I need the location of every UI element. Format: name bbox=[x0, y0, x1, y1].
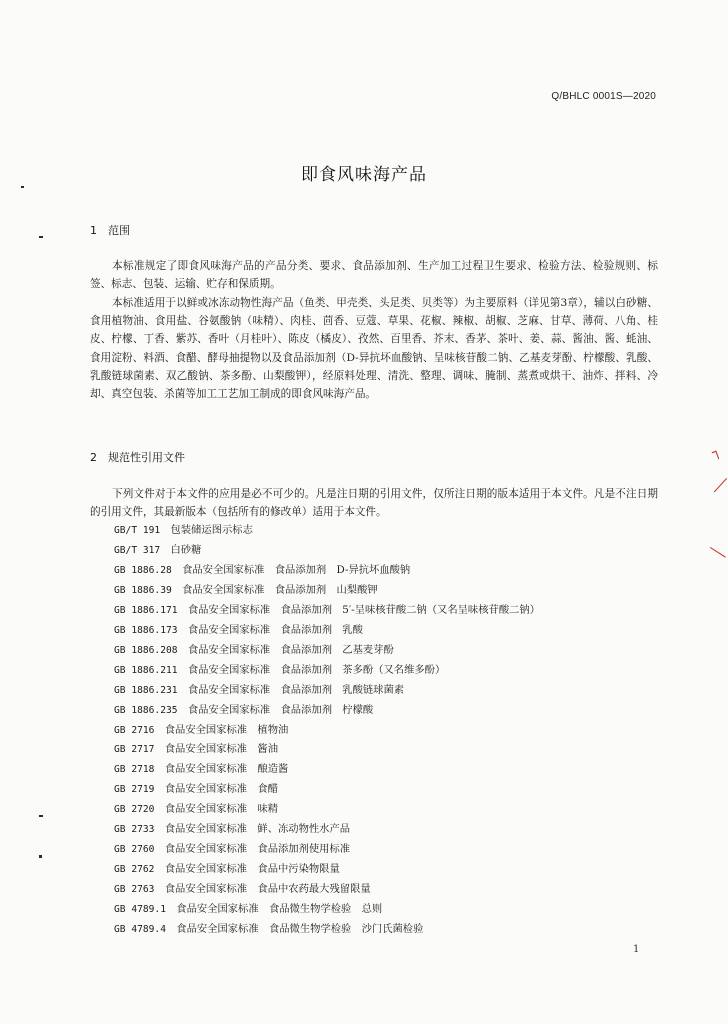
section-1-heading bbox=[90, 222, 130, 238]
reference-title: 食品安全国家标准 食品中污染物限量 bbox=[164, 863, 340, 876]
reference-item bbox=[114, 740, 674, 760]
reference-title: 食品安全国家标准 食品添加剂 5′-呈味核苷酸二钠（又名呈味核苷酸二钠） bbox=[187, 603, 541, 616]
reference-title: 食品安全国家标准 食品中农药最大残留限量 bbox=[164, 883, 371, 896]
reference-title: 食品安全国家标准 食品添加剂 乳酸 bbox=[187, 623, 363, 636]
section-1-number: 1 bbox=[90, 224, 97, 237]
reference-item bbox=[114, 681, 674, 701]
reference-item bbox=[114, 820, 674, 840]
reference-code: GB 1886.39 bbox=[114, 584, 172, 596]
reference-item bbox=[114, 721, 674, 741]
reference-title: 食品安全国家标准 植物油 bbox=[164, 723, 289, 736]
reference-code: GB 2762 bbox=[114, 864, 155, 876]
reference-item bbox=[114, 900, 674, 920]
reference-title: 食品安全国家标准 食品添加剂 山梨酸钾 bbox=[182, 583, 378, 596]
document-title: 即食风味海产品 bbox=[301, 165, 427, 185]
reference-code: GB 2719 bbox=[114, 784, 155, 796]
reference-title: 食品安全国家标准 酱油 bbox=[164, 743, 278, 756]
reference-code: GB/T 191 bbox=[114, 525, 161, 536]
stamp-fragment: ╲ bbox=[710, 543, 726, 563]
scan-mark bbox=[21, 186, 24, 188]
reference-title: 食品安全国家标准 食品添加剂 茶多酚（又名维多酚） bbox=[187, 663, 446, 676]
reference-code: GB/T 317 bbox=[114, 544, 161, 556]
reference-item bbox=[114, 541, 674, 561]
reference-title: 食品安全国家标准 食醋 bbox=[164, 783, 278, 796]
reference-code: GB 4789.4 bbox=[114, 924, 166, 936]
stamp-fragment: ╱ bbox=[714, 477, 727, 495]
scan-mark bbox=[39, 815, 43, 817]
section-1-title: 范围 bbox=[108, 224, 130, 237]
reference-code: GB 2718 bbox=[114, 764, 155, 776]
reference-item bbox=[114, 800, 674, 820]
reference-code: GB 4789.1 bbox=[114, 904, 166, 916]
reference-code: GB 2733 bbox=[114, 824, 155, 836]
reference-item bbox=[114, 561, 674, 581]
reference-title: 包装储运图示标志 bbox=[170, 524, 253, 536]
reference-code: GB 2716 bbox=[114, 724, 155, 736]
reference-item bbox=[114, 521, 674, 541]
standard-code: Q/BHLC 0001S—2020 bbox=[551, 91, 656, 102]
reference-title: 食品安全国家标准 鲜、冻动物性水产品 bbox=[164, 823, 351, 836]
section-2-title: 规范性引用文件 bbox=[108, 451, 185, 464]
scan-mark bbox=[39, 236, 43, 238]
section-2-heading bbox=[90, 449, 185, 465]
reference-code: GB 1886.173 bbox=[114, 624, 178, 636]
reference-code: GB 1886.28 bbox=[114, 564, 172, 576]
reference-code: GB 1886.235 bbox=[114, 704, 178, 716]
section-1-paragraph-2: 本标准适用于以鲜或冰冻动物性海产品（鱼类、甲壳类、头足类、贝类等）为主要原料（详见第3章），辅以白砂糖、食用植物油、食用盐、谷氨酸钠（味精）、肉桂、茴香、豆蔻、草果、花椒、辣椒、胡椒、芝麻、甘草、薄荷、八角、桂皮、柠檬、丁香、紫苏、香叶（月桂叶）、陈皮（橘皮）、孜然、百里香、芥末、香茅、茶叶、姜、蒜、酱油、酱、蚝油、食用淀粉、料酒、食醋、酵母抽提物以及食品添加剂（D-异抗坏血酸钠、呈味核苷酸二钠、乙基麦芽酚、柠檬酸、乳酸、乳酸链球菌素、双乙酸钠、茶多酚、山梨酸钾），经原料处理、清洗、整理、调味、腌制、蒸煮或烘干、油炸、拌料、冷却、真空包装、杀菌等加工工艺加工制成的即食风味海产品。 bbox=[90, 297, 658, 401]
section-1-paragraph-1: 本标准规定了即食风味海产品的产品分类、要求、食品添加剂、生产加工过程卫生要求、检验方法、检验规则、标签、标志、包装、运输、贮存和保质期。 bbox=[90, 260, 658, 291]
reference-title: 食品安全国家标准 食品添加剂 柠檬酸 bbox=[187, 703, 374, 716]
reference-item bbox=[114, 581, 674, 601]
reference-item bbox=[114, 621, 674, 641]
reference-title: 白砂糖 bbox=[170, 543, 202, 556]
reference-code: GB 2763 bbox=[114, 884, 155, 896]
reference-code: GB 1886.208 bbox=[114, 644, 178, 656]
section-2-intro: 下列文件对于本文件的应用是必不可少的。凡是注日期的引用文件，仅所注日期的版本适用于本文件。凡是不注日期的引用文件，其最新版本（包括所有的修改单）适用于本文件。 bbox=[90, 488, 658, 519]
reference-code: GB 1886.231 bbox=[114, 684, 178, 696]
reference-code: GB 1886.171 bbox=[114, 604, 178, 616]
reference-title: 食品安全国家标准 食品添加剂 乳酸链球菌素 bbox=[187, 683, 405, 696]
reference-code: GB 2760 bbox=[114, 844, 155, 856]
reference-title: 食品安全国家标准 食品微生物学检验 沙门氏菌检验 bbox=[176, 923, 424, 936]
reference-item bbox=[114, 840, 674, 860]
normative-references-list bbox=[114, 521, 674, 940]
reference-item bbox=[114, 641, 674, 661]
reference-code: GB 2717 bbox=[114, 744, 155, 756]
page-number: 1 bbox=[633, 944, 640, 955]
reference-title: 食品安全国家标准 食品添加剂 乙基麦芽酚 bbox=[187, 643, 394, 656]
reference-title: 食品安全国家标准 味精 bbox=[164, 803, 278, 816]
reference-item bbox=[114, 920, 674, 940]
reference-title: 食品安全国家标准 食品添加剂 D-异抗坏血酸钠 bbox=[182, 563, 411, 576]
reference-title: 食品安全国家标准 酿造酱 bbox=[164, 763, 289, 776]
reference-title: 食品安全国家标准 食品微生物学检验 总则 bbox=[176, 903, 383, 916]
reference-code: GB 1886.211 bbox=[114, 664, 178, 676]
reference-item bbox=[114, 860, 674, 880]
section-2-number: 2 bbox=[90, 451, 97, 464]
scan-mark bbox=[39, 855, 42, 858]
reference-item bbox=[114, 701, 674, 721]
reference-title: 食品安全国家标准 食品添加剂使用标准 bbox=[164, 843, 351, 856]
reference-item bbox=[114, 601, 674, 621]
reference-item bbox=[114, 880, 674, 900]
stamp-fragment: ┐ bbox=[709, 443, 723, 461]
reference-item bbox=[114, 661, 674, 681]
reference-item bbox=[114, 760, 674, 780]
reference-item bbox=[114, 780, 674, 800]
reference-code: GB 2720 bbox=[114, 804, 155, 816]
